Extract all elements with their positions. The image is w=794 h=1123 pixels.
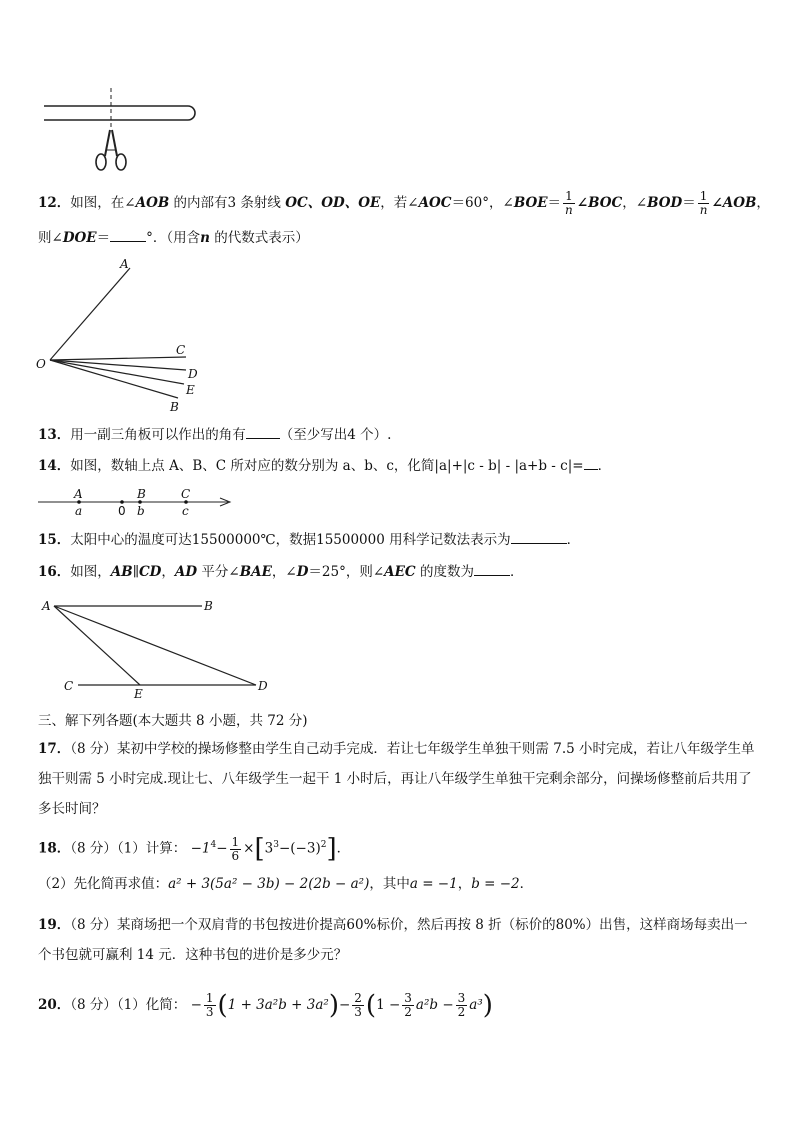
svg-text:E: E	[134, 687, 143, 701]
svg-text:A: A	[42, 599, 51, 613]
fraction-1-over-n: $\frac{1}{n}$	[699, 189, 708, 217]
question-19: 19．（8 分）某商场把一个双肩背的书包按进价提高60%标价，然后再按 8 折（标价的80%）出售，这样商场每卖出一个书包就可赢利 14 元．这种书包的进价是多少元？	[38, 917, 748, 963]
svg-text:0: 0	[118, 504, 126, 518]
q16-parallel-figure	[36, 594, 276, 702]
svg-text:b: b	[137, 504, 145, 518]
ray-oa	[50, 268, 130, 360]
scissors-figure	[40, 88, 210, 178]
segment-ad	[54, 606, 256, 685]
svg-text:B: B	[137, 487, 146, 501]
label-o: O	[36, 357, 46, 371]
fraction-1-over-n: $\frac{1}{n}$	[565, 189, 573, 217]
question-17: 17．（8 分）某初中学校的操场修整由学生自己动手完成．若让七年级学生单独干则需 7.5 小时完成，若让八年级学生单独干则需 5 小时完成.现让七、八年级学生一起干 1 小时后，再让八年级学生单独干完剩余部分，问操场修整前后共用了多长时间？	[38, 741, 755, 817]
svg-text:c: c	[182, 504, 189, 518]
label-a: A	[120, 257, 129, 271]
svg-text:A: A	[74, 487, 83, 501]
svg-text:B: B	[204, 599, 213, 613]
label-e: E	[186, 383, 195, 397]
question-12-line2: 则∠DOE＝ °．（用含n 的代数式表示）	[38, 230, 309, 246]
label-c: C	[176, 343, 186, 357]
question-12: 12．如图，在∠AOB 的内部有3 条射线 OC、OD、OE，若∠AOC＝60°，∠BOE＝ $\frac{1}{n}$ ∠BOC，∠BOD＝ $\frac{1}{n}$ ∠AOB，	[38, 189, 770, 217]
question-14: 14．如图，数轴上点 A、B、C 所对应的数分别为 a、b、c，化简|a|+|c - b| - |a+b - c|= ．	[38, 458, 612, 474]
answer-blank[interactable]	[474, 575, 510, 576]
answer-blank[interactable]	[246, 438, 280, 439]
svg-text:a: a	[75, 504, 83, 518]
answer-blank[interactable]	[110, 241, 146, 242]
answer-blank[interactable]	[584, 469, 598, 470]
answer-blank[interactable]	[511, 543, 567, 544]
label-d: D	[188, 367, 198, 381]
section-heading: 三、解下列各题(本大题共 8 小题，共 72 分)	[38, 713, 308, 729]
paper-strip	[44, 106, 195, 120]
ray-od	[50, 360, 186, 370]
ray-oc	[50, 357, 186, 360]
segment-ae	[54, 606, 140, 685]
svg-text:C: C	[64, 679, 74, 693]
svg-text:C: C	[181, 487, 191, 501]
scissors-icon	[96, 130, 126, 170]
label-b: B	[170, 400, 179, 414]
question-number: 12．	[38, 195, 71, 211]
question-15: 15．太阳中心的温度可达15500000℃，数据15500000 用科学记数法表示为 ．	[38, 532, 581, 548]
svg-text:D: D	[258, 679, 268, 693]
q14-number-line	[34, 484, 244, 520]
question-18-part1: 18．（8 分）（1）计算： $-1^4-$ $\frac{1}{6}$ $\times[3^3-(-3)^2]$．	[38, 834, 351, 864]
question-16: 16．如图，AB∥CD，AD 平分∠BAE，∠D＝25°，则∠AEC 的度数为 ．	[38, 564, 524, 580]
q12-angle-figure	[30, 254, 210, 416]
question-20: 20．（8 分）（1）化简： − $\frac{1}{3}$ (1 + 3a²b + 3a²)− $\frac{2}{3}$ (1 − $\frac{3}{2}$ a²b − $\frac{3}{2}$ a³)	[38, 990, 493, 1021]
question-13: 13．用一副三角板可以作出的角有 （至少写出4 个）.	[38, 427, 392, 443]
question-18-part2: （2）先化简再求值：a² + 3(5a² − 3b) − 2(2b − a²)，其中a = −1，b = −2．	[38, 876, 534, 892]
